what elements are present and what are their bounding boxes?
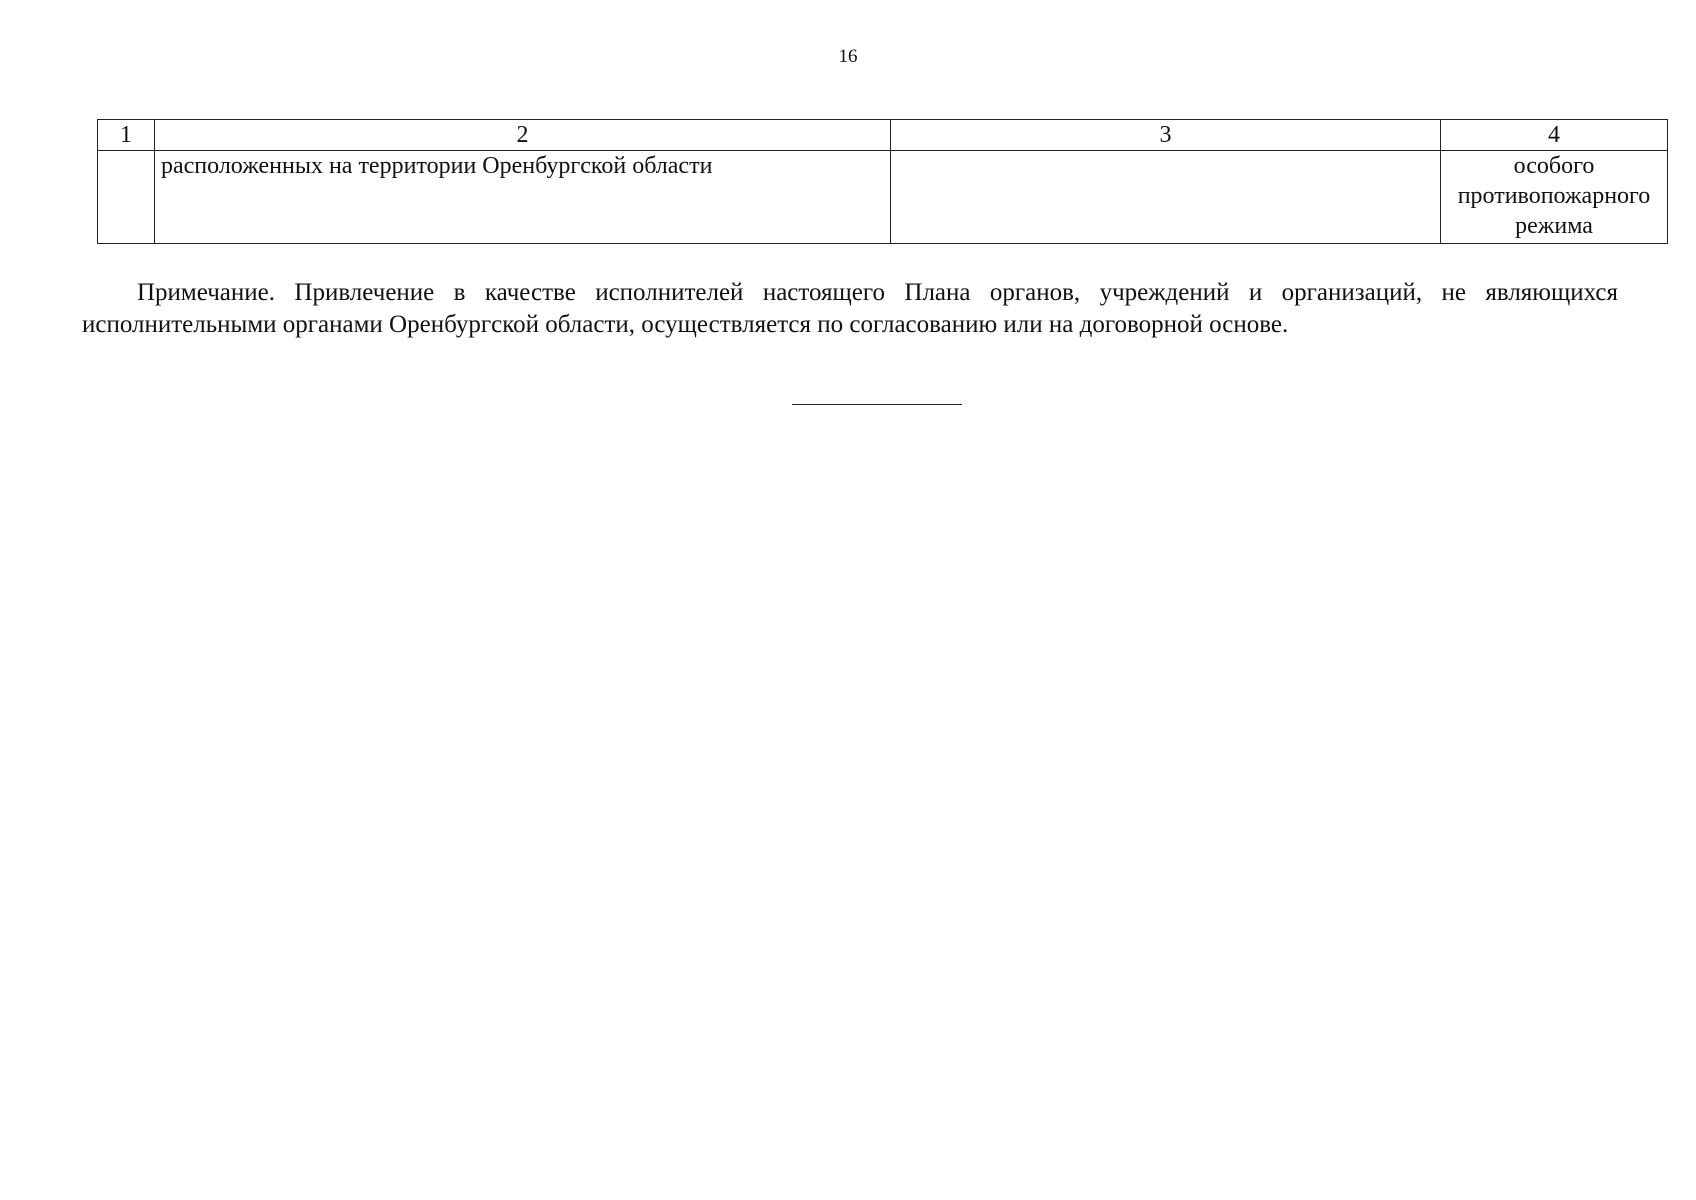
header-cell-4: 4	[1441, 120, 1668, 151]
row-cell-3	[891, 151, 1441, 244]
row-cell-4	[1441, 151, 1668, 244]
header-cell-2: 2	[155, 120, 891, 151]
table-row	[98, 151, 1668, 244]
page-number: 16	[838, 46, 858, 67]
row-cell-4-line: режима	[1515, 213, 1593, 239]
row-cell-4-line: противопожарного	[1457, 183, 1651, 209]
row-cell-4-line: особого	[1513, 153, 1595, 179]
plan-table	[97, 119, 1668, 244]
header-cell-1: 1	[98, 120, 155, 151]
end-divider	[792, 404, 962, 405]
table-header-row	[98, 120, 1668, 151]
header-cell-3: 3	[891, 120, 1441, 151]
row-cell-1	[98, 151, 155, 244]
note-paragraph: Примечание. Привлечение в качестве исполнителей настоящего Плана органов, учреждений и организаций, не являющихся исполнительными органами Оренбургской области, осуществляется по согласованию или на договорной основе.	[82, 279, 1618, 338]
row-cell-2: расположенных на территории Оренбургской области	[155, 151, 891, 244]
